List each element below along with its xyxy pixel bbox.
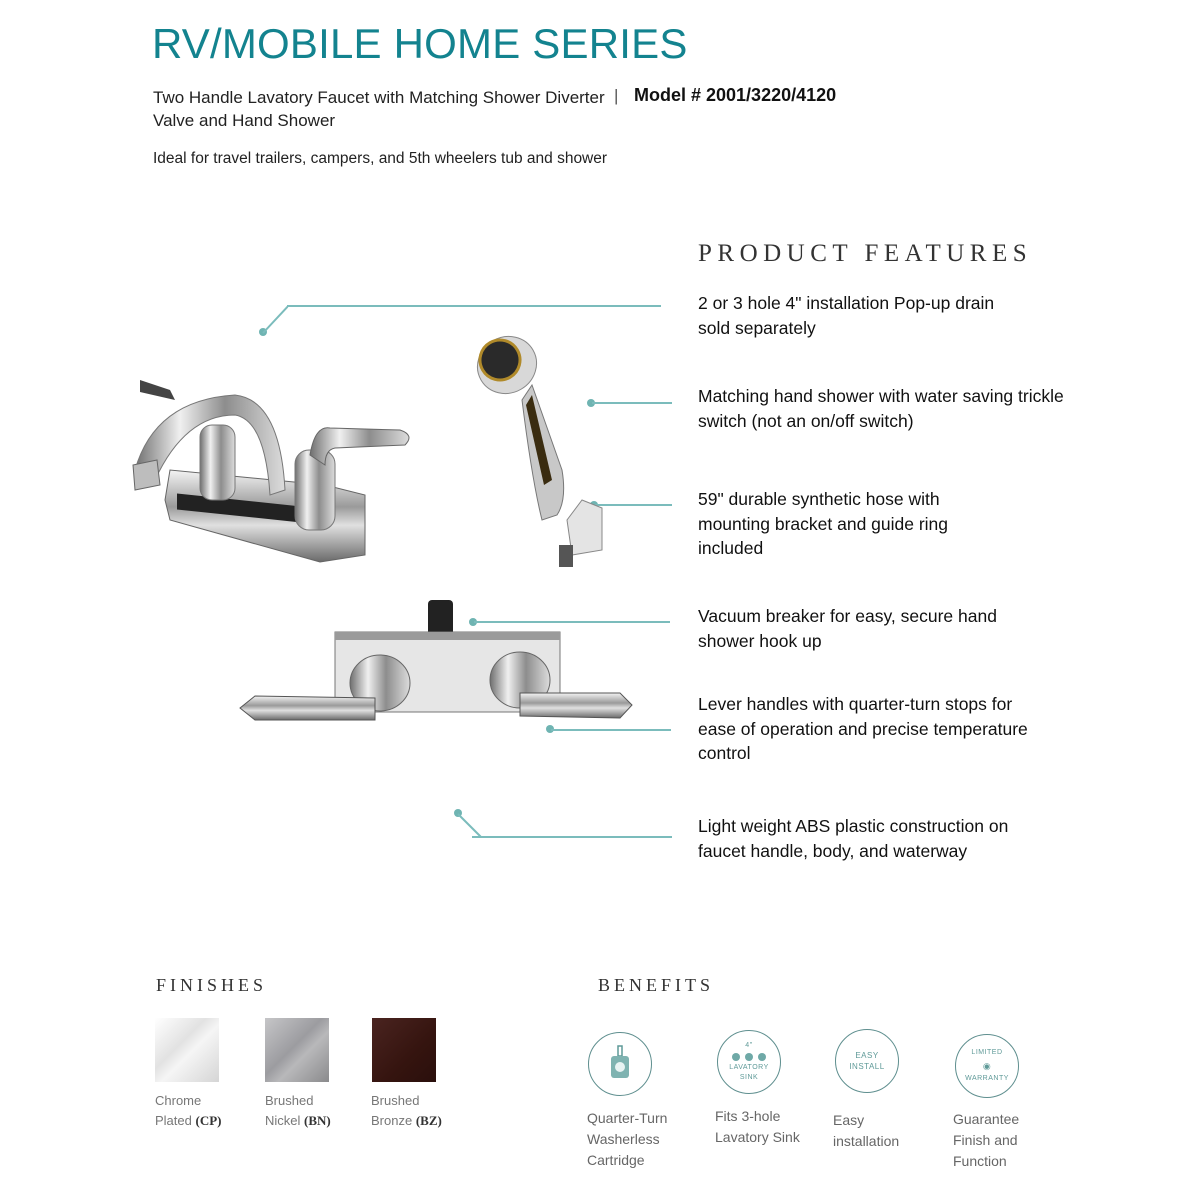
benefits-heading: BENEFITS [598, 975, 715, 995]
benefit-label: Guarantee Finish and Function [953, 1111, 1020, 1169]
tagline: Ideal for travel trailers, campers, and 5th wheelers tub and shower [153, 150, 608, 167]
feature-item: Matching hand shower with water saving trickle switch (not an on/off switch) [698, 386, 1064, 431]
shower-diverter-valve-image [235, 598, 635, 723]
page-title: RV/MOBILE HOME SERIES [152, 20, 688, 67]
feature-item: Lever handles with quarter-turn stops for ease of operation and precise temperature control [698, 694, 1028, 763]
feature-item: Vacuum breaker for easy, secure hand shower hook up [698, 606, 997, 651]
feature-item: 59" durable synthetic hose with mounting bracket and guide ring included [698, 489, 949, 558]
title-separator: | [614, 86, 619, 105]
brushed-bronze-swatch [372, 1018, 436, 1082]
product-features-heading: PRODUCT FEATURES [698, 240, 1033, 267]
feature-item: Light weight ABS plastic construction on faucet handle, body, and waterway [698, 816, 1009, 861]
product-subtitle: Two Handle Lavatory Faucet with Matching Shower Diverter Valve and Hand Shower [153, 88, 605, 130]
finish-label-bronze: Brushed Bronze (BZ) [371, 1093, 442, 1128]
chrome-plated-swatch [155, 1018, 219, 1082]
hand-shower-image [462, 330, 612, 575]
finish-label-nickel: Brushed Nickel (BN) [265, 1093, 331, 1128]
easy-install-icon: EASY INSTALL [835, 1029, 899, 1093]
three-hole-sink-icon: 4" LAVATORY SINK [717, 1030, 781, 1094]
model-number: Model # 2001/3220/4120 [634, 85, 837, 105]
cartridge-icon [588, 1032, 652, 1096]
finish-label-chrome: Chrome Plated (CP) [155, 1093, 222, 1128]
benefit-label: Easy installation [833, 1112, 900, 1149]
feature-item: 2 or 3 hole 4" installation Pop-up drain sold separately [698, 293, 995, 338]
lavatory-faucet-image [125, 370, 425, 580]
benefit-label: Quarter-Turn Washerless Cartridge [587, 1110, 668, 1168]
finishes-heading: FINISHES [156, 975, 268, 995]
benefit-label: Fits 3-hole Lavatory Sink [715, 1108, 800, 1145]
guarantee-icon: LIMITED ◉ WARRANTY [955, 1034, 1019, 1098]
brushed-nickel-swatch [265, 1018, 329, 1082]
